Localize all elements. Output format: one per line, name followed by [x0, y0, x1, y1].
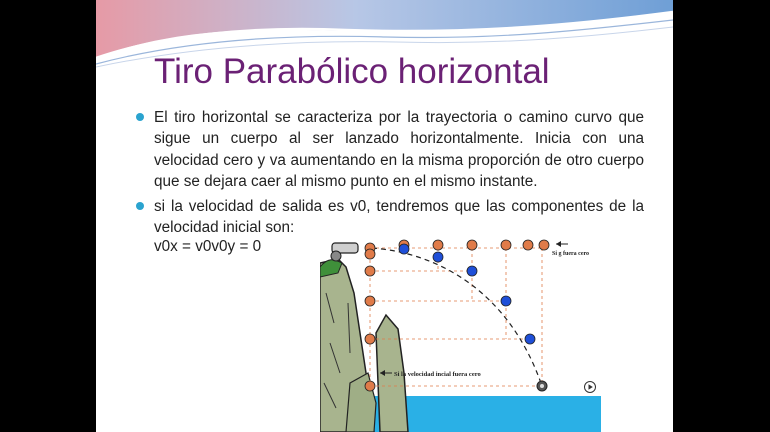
bullet-text: si la velocidad de salida es v0, tendremos que las componentes de la velocidad inicial son: [154, 198, 644, 237]
bullet-text: El tiro horizontal se caracteriza por la trayectoria o camino curvo que sigue un cuerpo al ser lanzado horizontalmente. Inicia con una velocidad cero y va aumentando en la misma proporción de otro cuerpo que se dejara caer al mismo punto en el mismo instante. [154, 109, 644, 191]
cannon [331, 243, 358, 261]
label-no-gravity: Si g fuera cero [552, 251, 590, 257]
bullet-dot-icon [136, 202, 144, 210]
slide [96, 0, 673, 432]
label-no-initial-velocity: Si la velocidad incial fuera cero [394, 371, 481, 378]
projectile-diagram [320, 233, 601, 432]
bullet-dot-icon [136, 113, 144, 121]
slide-title: Tiro Parabólico horizontal [154, 52, 550, 91]
play-icon[interactable] [584, 381, 596, 393]
equation-line: v0x = v0v0y = 0 [154, 238, 262, 255]
